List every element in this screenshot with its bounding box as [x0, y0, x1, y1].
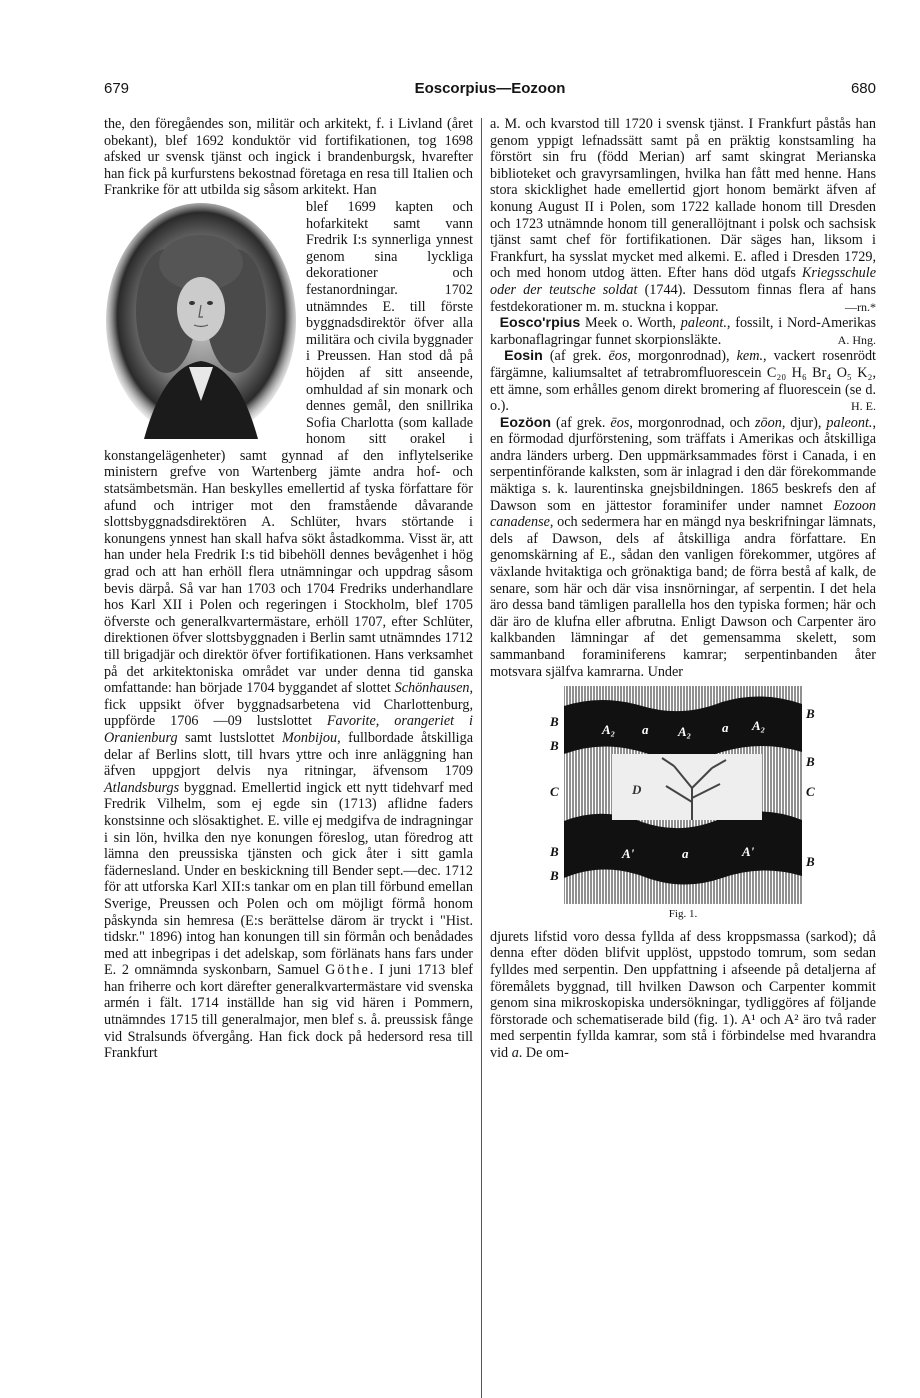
fig-label-a1-left: A': [622, 846, 635, 862]
fig-label-b-right-bottom: B: [806, 854, 815, 870]
fig-label-b-lower: B: [550, 844, 559, 860]
fig-label-c-left: C: [550, 784, 559, 800]
author-signature: H. E.: [851, 399, 876, 414]
article-eosin: Eosin (af grek. ēos, morgonrodnad), kem., vackert rosenrödt färgämne, kaliumsaltet af tetrabromfluorescein C₂₀ H₆ Br₄ O₅ K₂, ett ämne, som erhålles genom direkt bromering af fluorescein (se d. o.). H. E.: [490, 348, 876, 415]
left-column: [104, 116, 473, 1062]
page-number-left: 679: [104, 80, 130, 97]
figure-eozoon-diagram: [542, 686, 824, 923]
article-eozoon: Eozöon (af grek. ēos, morgonrodnad, och zōon, djur), paleont., en förmodad djurförstening, som träffats i Amerikas och åtskilliga andra länders urberg. Den uppmärksammades först i Canada, i en serpentinförande kalksten, som är inlagrad i den där förekommande mäktiga s. k. laurentinska gnejsbildningen. 1865 beskrefs den af Dawson som en jättestor foraminifer under namnet Eozoon canadense, och sedermera har en mängd nya beskrifningar lämnats, dels af Dawson, dels af åtskilliga andra författare. En genomskärning af E., sådan den vanligen förekommer, utgöres af växlande hvitaktiga och grönaktiga band; de förra bestå af kalk, de senare, som här och där visa insnörningar, af serpentin. I det hela äro dessa band tämligen parallella hos den typiska formen; här och där äro de klufna eller afbrutna. Enligt Dawson och Carpenter äro kalkbanden lämningar af det gemensamma skelett, som sammanband foraminiferens kamrar; serpentinbanden åter motsvara själfva kamrarna. Under: [490, 414, 877, 680]
article-eozoon-continued: djurets lifstid voro dessa fyllda af dess kroppsmassa (sarkod); då denna efter döden blifvit upplöst, uppstodo tomrum, som sedan fylldes med serpentin. Den uppfattning i afseende på detaljerna af föremålets byggnad, till hvilken Dawson och Carpenter kommit genom sina mikroskopiska undersökningar, tydliggöres af följande förstorade och schematiserade bild (fig. 1). A¹ och A² äro två rader med serpentin fyllda kamrar, som stå i förbindelse med hvarandra vid a. De om-: [490, 928, 876, 1061]
fig-label-a1-right: A': [742, 844, 755, 860]
column-divider: [481, 118, 482, 1398]
headword-eozoon: Eozöon: [499, 414, 552, 431]
article-eosander-continued: a. M. och kvarstod till 1720 i svensk tjänst. I Frankfurt påstås han genom yppigt lefnadssätt samt på en präktig konstsamling ha förstört sin fru (född Merian) arf samt skingrat Merianska biblioteket och gravyrsamlingen, hvilka han fått med henne. Hans stora skicklighet hade emellertid gjort honom bemärkt äfven af konung August II i Polen, som 1722 kallade honom till Dresden och 1723 utnämnde honom till generallöjtnant i polsk och sachsisk tjänst samt chef för fortifikationen. Där säges han, liksom i Frankfurt, ha sysslat mycket med alkemi. E. afled i Dresden 1729, och med honom utdog ätten. Efter hans död utgafs Kriegsschule oder der teutsche soldat (1744). Dessutom finnas flera af hans festdekorationer m. m. stuckna i koppar. —rn.*: [490, 116, 876, 315]
fig-label-c-right: C: [806, 784, 815, 800]
eozoon-section-diagram: [542, 686, 824, 904]
headword-eosin: Eosin: [504, 348, 543, 365]
portrait-engraving: [104, 201, 298, 441]
article-eosander-beside-portrait: blef 1699 kapten och hofarkitekt samt vann Fredrik I:s synnerliga ynnest genom sina lyckliga dekorationer och festanordningar. 1702 utnämndes E. till förste byggnadsdirektör öfver alla militära och civila byggnader i Preussen. Han stod då på höjden af sitt anseende, omhuldad af sin monark och dennes gemål, den snillrika Sofia Charlotta (som kallade honom sitt orakel i konstangelägenheter) samt gynnad af den inflytelserike ministern grefve von Wartenberg jämte andra hof- och statsämbetsmän. Han beskylles emellertid af tyska författare för afund och intriger mot den framstående dåvarande slottsbyggnadsdirektören A. Schlüter, hvars störtande i konungens ynnest han skall hafva sökt åstadkomma. Visst är, att han under hela Fredrik I:s tid bibehöll dennes bevågenhet i hög grad och att han erhöll flera utnämningar och uppdrag såsom bevis därpå. Så var han 1703 och 1704 Fredriks underhandlare hos Karl XII i Polen och regeringen i Stockholm, blef 1705 öfverste och generalkvartermästare, erhöll 1707, efter Schlüter, direktionen öfver slottsbyggnaden i Berlin samt utnämndes 1712 till brigadjär och direktör öfver fortifikationen. Hans verksamhet på det arkitektoniska området var under denna tid ganska omfattande: han började 1704 byggandet af slottet Schönhausen, fick uppsikt öfver byggnadsarbetena vid Charlottenburg, uppförde 1706 —09 lustslottet Favorite, orangeriet i Oranienburg samt lustslottet Monbijou, fullbordade åtskilliga delar af Berlins slott, till hvars yttre och inre anläggning han äfven uppgjort delvis nya ritningar, äfvensom 1709 Atlandsburgs byggnad. Emellertid ingick ett nytt tidehvarf med Fredrik Vilhelm, som ej egde sin (1713) aflidne faders konstsinne och slösaktighet. E. ville ej medgifva de indragningar i sin lön, hvilka den nye konungen föreslog, utan föredrog att lämna den preussiska tjänsten och gick åter i sitt gamla fädernesland. Under en beskickning till Bender sept.—dec. 1712 för att utforska Karl XII:s tankar om en plan till förbund emellan Sverige, Preussen och Polen och om möjligt förmå honom påskynda sin hemresa (E:s berättelse därom är tryckt i "Hist. tidskr." 1896) intog han konungen till sin förmån och benådades med att inbegripas i det adelskap, som förlänats hans fars under E. 2 omnämnda syskonbarn, Samuel Göthe. I juni 1713 blef han friherre och kort därefter generalkvartermästare vid svenska armén i fält. 1714 inställde han sig vid hären i Pommern, utnämndes 1715 till generalmajor, men blef s. å. preussisk fånge vid Stralsunds öfvergång. Han fick dock på hedersord resa till Frankfurt: [104, 198, 474, 1062]
fig-label-a-bottom: a: [682, 846, 689, 862]
fig-label-d: D: [632, 782, 642, 798]
fig-label-a-top-right: a: [722, 720, 729, 736]
fig-label-b-top: B: [550, 714, 559, 730]
fig-label-a2-right: A₂: [752, 718, 766, 734]
fig-label-b-right-top: B: [806, 706, 815, 722]
right-column: [490, 116, 876, 1062]
article-eoscorpius: Eosco'rpius Meek o. Worth, paleont., fossilt, i Nord-Amerikas karbonaflagringar funnet skorpionsläkte. A. Hng.: [490, 315, 877, 348]
fig-label-b-left: B: [550, 738, 559, 754]
fig-label-a-top-left: a: [642, 722, 649, 738]
portrait-image: [104, 201, 298, 441]
author-signature: —rn.*: [845, 299, 876, 314]
fig-label-a2-mid: A₂: [678, 724, 692, 740]
fig-label-b-right: B: [806, 754, 815, 770]
fig-label-b-bottom: B: [550, 868, 559, 884]
page-header: [104, 80, 876, 104]
headword-eoscorpius: Eosco'rpius: [499, 315, 581, 332]
article-eosander-intro: the, den föregåendes son, militär och arkitekt, f. i Livland (året obekant), blef 1692 konduktör vid fortifikationen, tog 1698 afsked ur svensk tjänst och ingick i brandenburgsk, hvarefter han fick på kurfurstens bekostnad företaga en resa till Italien och Frankrike för att utbilda sig såsom arkitekt. Han: [104, 116, 473, 199]
fig-label-a2-left: A₂: [602, 722, 616, 738]
page-number-right: 680: [850, 80, 876, 97]
author-signature: A. Hng.: [837, 332, 876, 347]
running-title: Eoscorpius—Eozoon: [414, 80, 566, 97]
figure-caption: Fig. 1.: [668, 908, 698, 921]
